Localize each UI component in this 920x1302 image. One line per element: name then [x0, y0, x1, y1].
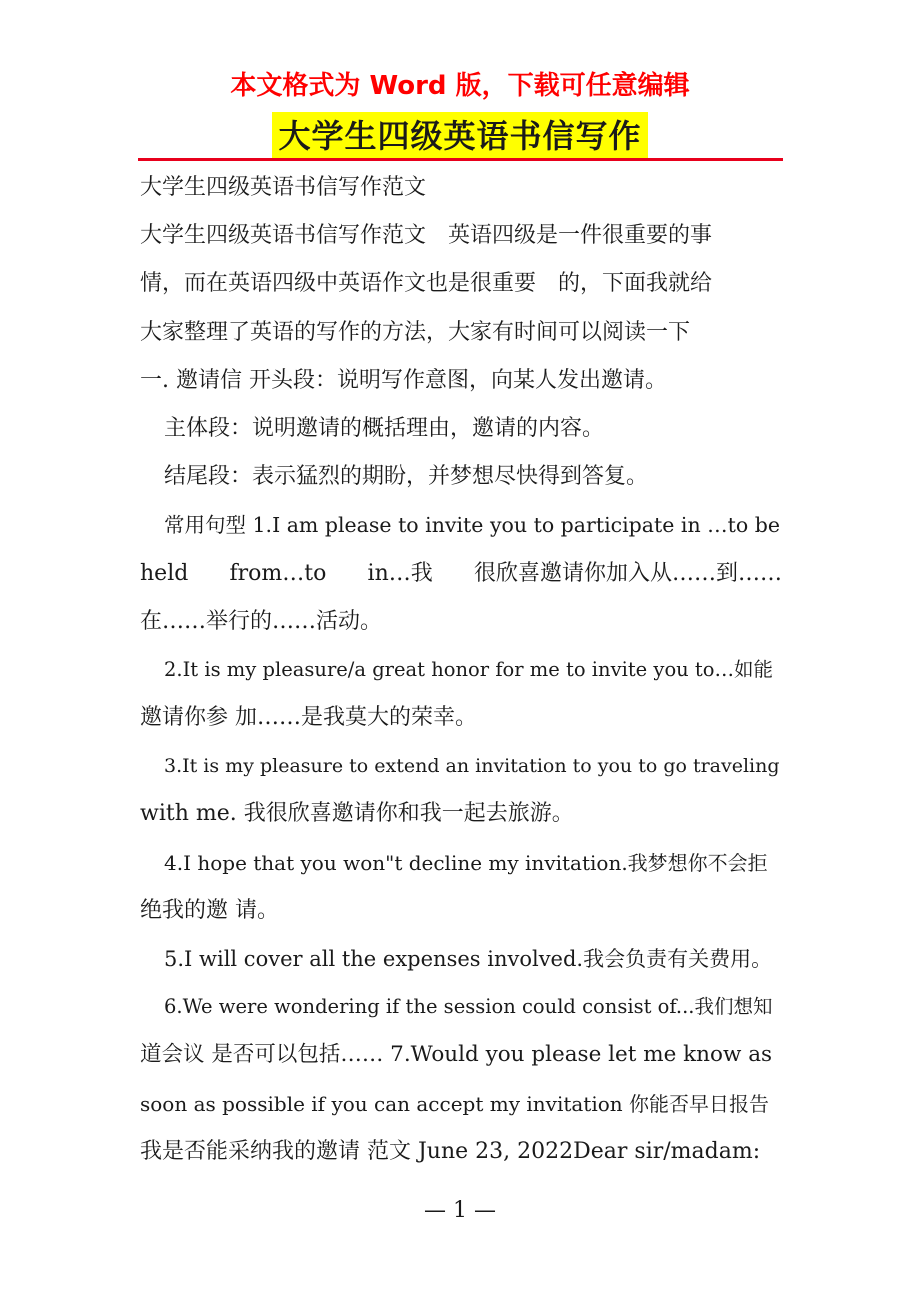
text-line [140, 309, 782, 357]
text-segment: 一. 邀请信 开头段：说明写作意图，向某人发出邀请。 [140, 367, 667, 393]
text-segment: 大学生四级英语书信写作范文 [140, 175, 427, 200]
text-line [140, 405, 782, 453]
text-segment: from…to [229, 560, 327, 586]
text-line [140, 935, 782, 983]
title-underline-rule [138, 158, 783, 161]
text-line [140, 164, 782, 212]
text-segment: 常用句型 1.I am please to invite you to participate in …to be [164, 513, 781, 538]
text-line [140, 260, 782, 308]
text-line [140, 646, 782, 694]
text-line [140, 453, 782, 501]
title-container [0, 112, 920, 160]
text-line [140, 887, 782, 935]
page-number: — 1 — [424, 1198, 496, 1223]
document-title: 大学生四级英语书信写作 [272, 112, 647, 160]
text-line [140, 1128, 782, 1176]
text-segment: 道会议 是否可以包括…… 7.Would you please let me know as [140, 1042, 773, 1068]
text-line [140, 694, 782, 742]
text-segment: 邀请你参 加……是我莫大的荣幸。 [140, 705, 477, 731]
text-segment: 主体段：说明邀请的概括理由，邀请的内容。 [164, 415, 605, 441]
text-segment: held [140, 560, 189, 586]
text-line [140, 357, 782, 405]
text-line [140, 742, 782, 790]
text-segment: 结尾段：表示猛烈的期盼，并梦想尽快得到答复。 [164, 464, 649, 490]
text-line [140, 839, 782, 887]
document-body [140, 164, 782, 1176]
format-notice: 本文格式为 Word 版，下载可任意编辑 [230, 71, 690, 101]
text-segment: 5.I will cover all the expenses involved.我会负责有关费用。 [164, 947, 773, 971]
text-segment: 很欣喜邀请你加入从……到…… [473, 560, 782, 586]
text-segment: in…我 [367, 560, 433, 586]
text-line [140, 983, 782, 1031]
text-line [140, 212, 782, 260]
text-line [140, 598, 782, 646]
text-line [140, 501, 782, 549]
text-segment: 绝我的邀 请。 [140, 897, 279, 923]
text-segment: 4.I hope that you won"t decline my invitation.我梦想你不会拒 [164, 850, 768, 875]
text-line [140, 790, 782, 838]
text-line [140, 1031, 782, 1079]
text-line [140, 550, 782, 598]
text-segment: soon as possible if you can accept my invitation 你能否早日报告 [140, 1091, 770, 1116]
text-line [140, 1080, 782, 1128]
text-segment: 在……举行的……活动。 [140, 608, 383, 634]
text-segment: 2.It is my pleasure/a great honor for me to invite you to…如能 [164, 657, 774, 681]
text-segment: 3.It is my pleasure to extend an invitation to you to go traveling [164, 755, 780, 778]
text-segment: 大家整理了英语的写作的方法，大家有时间可以阅读一下 [140, 319, 691, 345]
text-segment: 我是否能采纳我的邀请 范文 June 23, 2022Dear sir/madam: [140, 1138, 761, 1164]
text-segment: 大学生四级英语书信写作范文 英语四级是一件很重要的事 [140, 223, 713, 249]
text-segment: 6.We were wondering if the session could consist of...我们想知 [164, 995, 773, 1019]
text-segment: 情，而在英语四级中英语作文也是很重要 的，下面我就给 [140, 271, 713, 297]
text-segment: with me. 我很欣喜邀请你和我一起去旅游。 [140, 801, 574, 827]
